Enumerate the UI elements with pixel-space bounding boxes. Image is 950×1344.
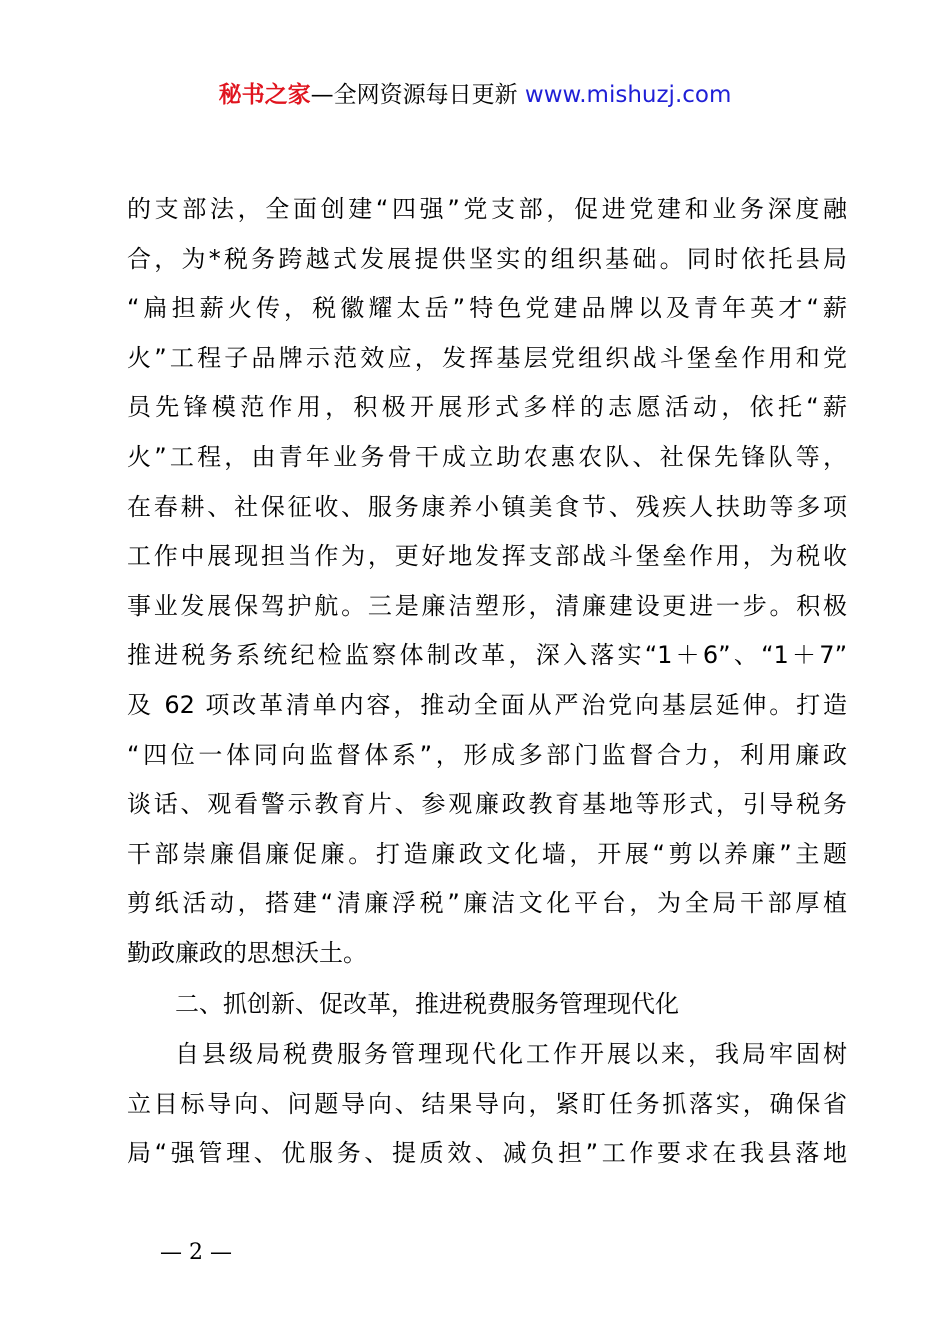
text-line: 局“强管理、优服务、提质效、减负担”工作要求在我县落地 — [127, 1139, 847, 1168]
text-line: 勤政廉政的思想沃土。 — [127, 938, 367, 967]
text-line: 立目标导向、问题导向、结果导向，紧盯任务抓落实，确保省 — [127, 1089, 847, 1118]
paragraph-1 — [127, 185, 847, 979]
text-line: 干部崇廉倡廉促廉。打造廉政文化墙，开展“剪以养廉”主题 — [127, 839, 847, 868]
section-heading: 二、抓创新、促改革，推进税费服务管理现代化 — [175, 990, 679, 1018]
header-tagline: —全网资源每日更新 — [310, 82, 525, 108]
text-line: 火”工程，由青年业务骨干成立助农惠农队、社保先锋队等， — [127, 442, 847, 471]
paragraph-2 — [127, 1030, 847, 1179]
text-line: “四位一体同向监督体系”，形成多部门监督合力，利用廉政 — [127, 740, 847, 769]
brand-name: 秘书之家 — [218, 82, 311, 108]
page-number: — 2 — — [160, 1240, 232, 1265]
text-line: 及 62 项改革清单内容，推动全面从严治党向基层延伸。打造 — [127, 690, 847, 719]
text-line: 火”工程子品牌示范效应，发挥基层党组织战斗堡垒作用和党 — [127, 343, 847, 372]
text-line: 在春耕、社保征收、服务康养小镇美食节、残疾人扶助等多项 — [127, 492, 847, 521]
text-line: 谈话、观看警示教育片、参观廉政教育基地等形式，引导税务 — [127, 790, 847, 819]
text-line: “扁担薪火传，税徽耀太岳”特色党建品牌以及青年英才“薪 — [127, 294, 847, 323]
text-line: 推进税务系统纪检监察体制改革，深入落实“1＋6”、“1＋7” — [127, 641, 847, 670]
text-line: 事业发展保驾护航。三是廉洁塑形，清廉建设更进一步。积极 — [127, 591, 847, 620]
text-line: 剪纸活动，搭建“清廉浮税”廉洁文化平台，为全局干部厚植 — [127, 889, 847, 918]
site-url: www.mishuzj.com — [524, 82, 732, 108]
text-line: 合，为*税务跨越式发展提供坚实的组织基础。同时依托县局 — [127, 244, 847, 273]
text-line: 员先锋模范作用，积极开展形式多样的志愿活动，依托“薪 — [127, 393, 847, 422]
page-header — [0, 78, 950, 112]
text-line: 工作中展现担当作为，更好地发挥支部战斗堡垒作用，为税收 — [127, 542, 847, 571]
text-line: 的支部法，全面创建“四强”党支部，促进党建和业务深度融 — [127, 195, 847, 223]
text-line: 自县级局税费服务管理现代化工作开展以来，我局牢固树 — [175, 1040, 847, 1068]
